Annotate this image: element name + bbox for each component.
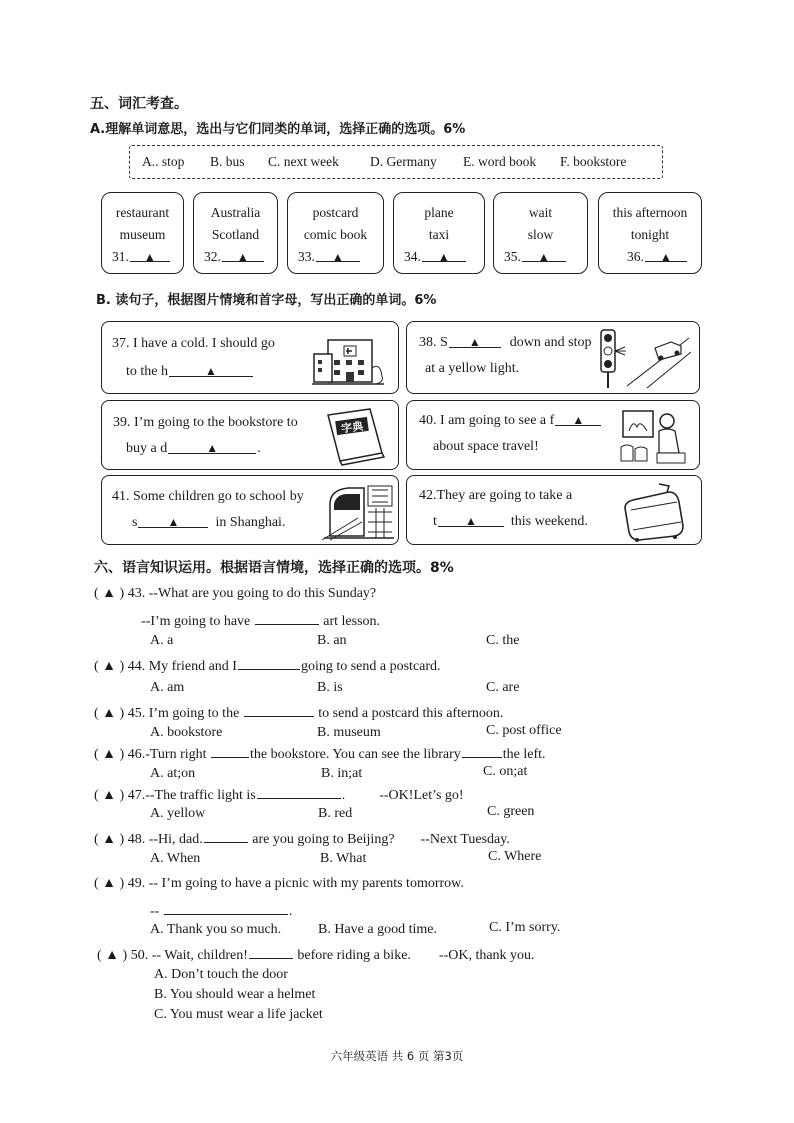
option-48-b: B. What — [320, 851, 367, 866]
triangle-icon: ▲ — [468, 335, 481, 349]
group-word: postcard — [312, 205, 359, 220]
dictionary-icon — [320, 405, 390, 467]
sentence-box-38 — [406, 321, 700, 394]
option-45-b: B. museum — [317, 725, 381, 740]
sentence-box-40 — [406, 400, 700, 470]
option-a: A.. stop — [142, 154, 185, 169]
option-44-a: A. am — [150, 680, 185, 695]
option-46-b: B. in;at — [321, 766, 363, 781]
option-48-a: A. When — [150, 851, 201, 866]
sentence-40-line1: 40. I am going to see a f ▲ — [419, 413, 602, 429]
dictionary-label: 字典 — [340, 419, 365, 436]
answer-33: 33. ▲ — [298, 249, 361, 265]
page-footer: 六年级英语 共 6 页 第3页 — [330, 1049, 464, 1063]
option-50-b: B. You should wear a helmet — [154, 987, 316, 1002]
option-47-a: A. yellow — [150, 806, 206, 821]
group-word: plane — [424, 205, 454, 220]
answer-32: 32. ▲ — [204, 249, 265, 265]
part-b-instruction: B. 读句子，根据图片情境和首字母，写出正确的单词。6% — [96, 293, 437, 308]
word-group-34 — [393, 192, 485, 274]
triangle-icon: ▲ — [331, 250, 344, 264]
option-45-a: A. bookstore — [150, 725, 223, 740]
sentence-41-line2: s ▲ in Shanghai. — [132, 515, 286, 530]
option-50-c: C. You must wear a life jacket — [154, 1007, 323, 1022]
word-group-32 — [193, 192, 278, 274]
sentence-box-39 — [101, 400, 399, 470]
question-43: ( ▲ ) 43. --What are you going to do this Sunday? — [94, 586, 377, 601]
triangle-icon: ▲ — [659, 250, 672, 264]
option-e: E. word book — [463, 154, 537, 169]
sentence-text: 42.They are going to take a — [419, 488, 573, 503]
triangle-icon: ▲ — [206, 441, 219, 455]
answer-35: 35. ▲ — [504, 249, 567, 265]
option-49-b: B. Have a good time. — [318, 922, 437, 937]
subway-train-icon — [320, 478, 398, 542]
question-48: ( ▲ ) 48. --Hi, dad. are you going to Beijing? --Next Tuesday. — [94, 832, 510, 847]
sentence-box-42 — [406, 475, 702, 545]
sentence-37-line2: to the h ▲ — [126, 364, 254, 380]
group-word: comic book — [303, 227, 368, 242]
triangle-icon: ▲ — [143, 250, 156, 264]
question-45: ( ▲ ) 45. I’m going to the to send a postcard this afternoon. — [94, 706, 504, 721]
answer-31: 31. ▲ — [112, 249, 171, 265]
answer-36: 36. ▲ — [627, 249, 688, 265]
group-word: restaurant — [115, 205, 170, 220]
question-49: ( ▲ ) 49. -- I’m going to have a picnic with my parents tomorrow. — [94, 876, 464, 891]
option-c: C. next week — [268, 154, 339, 169]
sentence-text: 37. I have a cold. I should go — [112, 336, 275, 351]
option-50-a: A. Don’t touch the door — [154, 967, 288, 982]
triangle-icon: ▲ — [205, 364, 217, 378]
question-46: ( ▲ ) 46.-Turn right the bookstore. You can see the library the left. — [94, 747, 546, 762]
sentence-text: 41. Some children go to school by — [112, 489, 304, 504]
option-b: B. bus — [210, 154, 245, 169]
sentence-39-line2: buy a d ▲ . — [126, 441, 261, 456]
sentence-text: 39. I’m going to the bookstore to — [113, 415, 298, 430]
part-a-instruction: A.理解单词意思，选出与它们同类的单词，选择正确的选项。6% — [90, 122, 466, 137]
traffic-light-icon — [597, 326, 693, 390]
word-group-31 — [101, 192, 184, 274]
triangle-icon: ▲ — [437, 250, 450, 264]
options-box — [129, 145, 663, 179]
word-group-36 — [598, 192, 702, 274]
option-43-b: B. an — [317, 633, 347, 648]
option-43-c: C. the — [486, 633, 520, 648]
option-47-b: B. red — [318, 806, 353, 821]
sentence-42-line2: t ▲ this weekend. — [433, 514, 588, 529]
triangle-icon: ▲ — [236, 250, 249, 264]
option-43-a: A. a — [150, 633, 174, 648]
sentence-box-41 — [101, 475, 399, 545]
word-group-33 — [287, 192, 384, 274]
hospital-icon — [310, 328, 386, 390]
option-d: D. Germany — [370, 154, 437, 169]
question-50: ( ▲ ) 50. -- Wait, children! before riding a bike. --OK, thank you. — [97, 948, 535, 963]
group-word: Australia — [210, 205, 261, 220]
option-49-a: A. Thank you so much. — [150, 922, 282, 937]
option-45-c: C. post office — [486, 723, 562, 738]
group-word: wait — [528, 205, 553, 220]
group-word: tonight — [630, 227, 670, 242]
question-44: ( ▲ ) 44. My friend and I going to send a postcard. — [94, 659, 441, 674]
word-group-35 — [493, 192, 588, 274]
option-44-c: C. are — [486, 680, 520, 695]
group-word: this afternoon — [612, 205, 688, 220]
group-word: Scotland — [211, 227, 260, 242]
sentence-38-line1: 38. S ▲ down and stop — [419, 335, 592, 350]
cinema-icon — [617, 407, 693, 467]
option-44-b: B. is — [317, 680, 343, 695]
question-47: ( ▲ ) 47.--The traffic light is . --OK!Let’s go! — [94, 788, 464, 803]
suitcase-icon — [621, 480, 687, 542]
section-6-title: 六、语言知识运用。根据语言情境，选择正确的选项。8% — [94, 560, 454, 576]
triangle-icon: ▲ — [572, 413, 585, 427]
triangle-icon: ▲ — [464, 514, 477, 528]
answer-34: 34. ▲ — [404, 249, 467, 265]
option-f: F. bookstore — [560, 154, 627, 169]
option-47-c: C. green — [487, 804, 535, 819]
triangle-icon: ▲ — [167, 515, 180, 529]
group-word: museum — [119, 227, 166, 242]
option-46-a: A. at;on — [150, 766, 196, 781]
triangle-icon: ▲ — [537, 250, 550, 264]
sentence-text: about space travel! — [433, 439, 539, 454]
sentence-text: at a yellow light. — [425, 361, 520, 376]
sentence-box-37 — [101, 321, 399, 394]
question-43-line2: --I’m going to have art lesson. — [141, 614, 381, 629]
option-48-c: C. Where — [488, 849, 542, 864]
group-word: slow — [527, 227, 554, 242]
section-5-title: 五、词汇考查。 — [90, 96, 188, 112]
group-word: taxi — [428, 227, 450, 242]
option-46-c: C. on;at — [483, 764, 528, 779]
question-49-reply: -- . — [150, 904, 293, 919]
option-49-c: C. I’m sorry. — [489, 920, 561, 935]
